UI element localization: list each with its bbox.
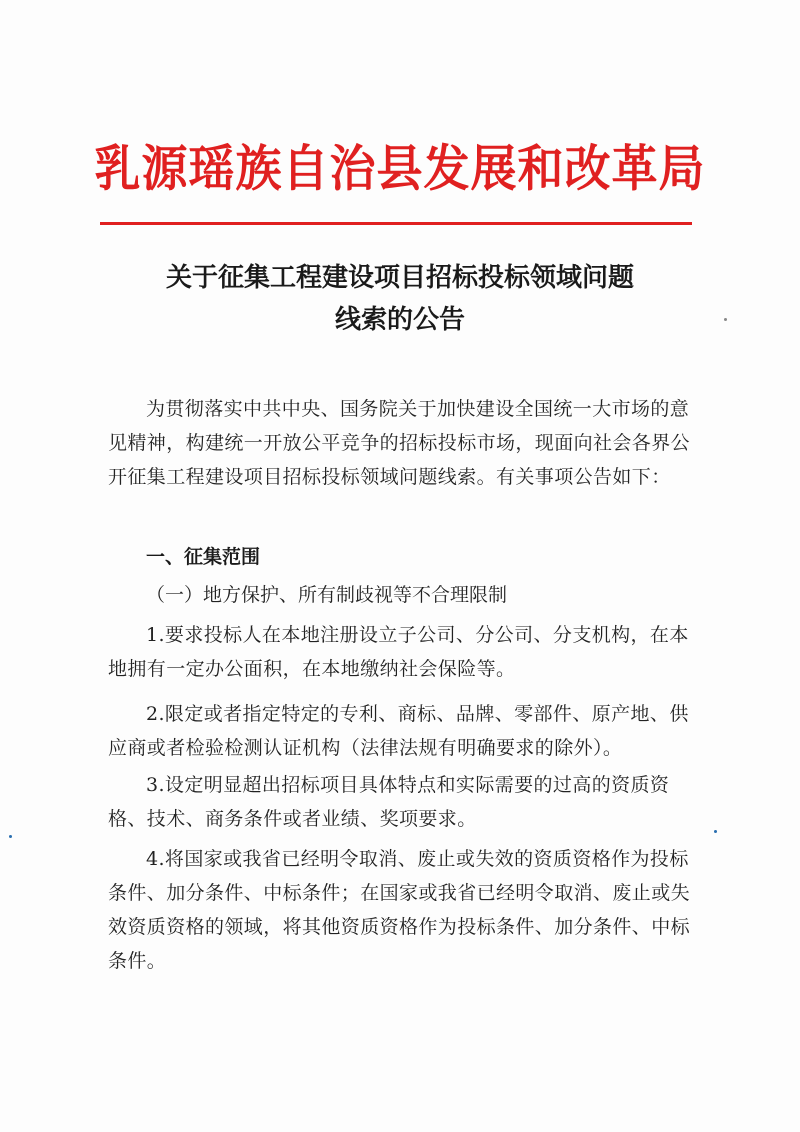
list-item-2: 2.限定或者指定特定的专利、商标、品牌、零部件、原产地、供应商或者检验检测认证机构（法律法规有明确要求的除外）。: [108, 703, 689, 759]
letterhead-red-rule: [100, 222, 692, 225]
section-1-heading: 一、征集范围: [146, 546, 261, 568]
scan-speck: [9, 835, 12, 838]
scan-speck: [714, 830, 717, 833]
intro-paragraph: 为贯彻落实中共中央、国务院关于加快建设全国统一大市场的意见精神，构建统一开放公平竞争的招标投标市场，现面向社会各界公开征集工程建设项目招标投标领域问题线索。有关事项公告如下：: [108, 398, 691, 488]
scan-speck: [724, 318, 727, 321]
list-item-3: 3.设定明显超出招标项目具体特点和实际需要的过高的资质资格、技术、商务条件或者业绩、奖项要求。: [108, 774, 670, 830]
notice-title-line-1: 关于征集工程建设项目招标投标领域问题: [165, 263, 634, 293]
letterhead-title: 乳源瑶族自治县发展和改革局: [94, 138, 706, 198]
list-item-1: 1.要求投标人在本地注册设立子公司、分公司、分支机构，在本地拥有一定办公面积，在本地缴纳社会保险等。: [108, 624, 689, 680]
notice-title-line-2: 线索的公告: [334, 305, 465, 335]
list-item-4: 4.将国家或我省已经明令取消、废止或失效的资质资格作为投标条件、加分条件、中标条件；在国家或我省已经明令取消、废止或失效资质资格的领域，将其他资质资格作为投标条件、加分条件、中标条件。: [108, 848, 691, 972]
subsection-1-heading: （一）地方保护、所有制歧视等不合理限制: [146, 584, 508, 606]
